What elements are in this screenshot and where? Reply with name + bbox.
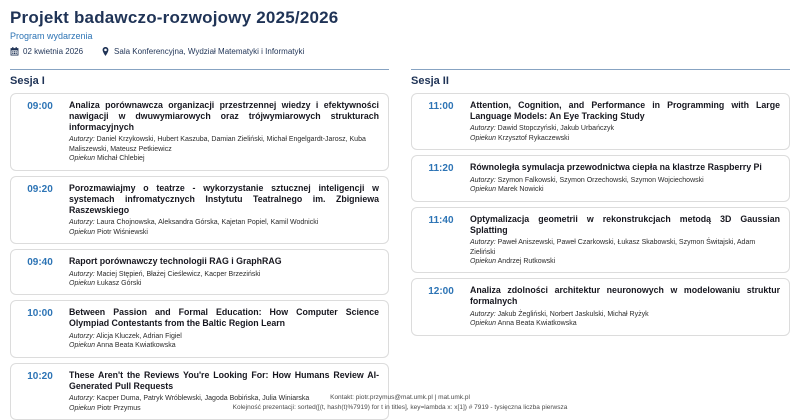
item-time: 10:20 xyxy=(27,370,53,382)
authors-names: Paweł Aniszewski, Paweł Czarkowski, Łukasz Skabowski, Szymon Świtajski, Adam Zieliński xyxy=(470,239,756,256)
item-title: Porozmawiajmy o teatrze - wykorzystanie sztucznej inteligencji w systemach infromatycznych Instytutu Teatralnego im. Zbigniewa Raszewskiego xyxy=(69,182,379,215)
item-supervisor xyxy=(470,134,780,143)
location-pin-icon xyxy=(101,47,110,56)
opiekun-name: Marek Nowicki xyxy=(498,186,544,194)
item-authors xyxy=(69,218,379,227)
opiekun-name: Andrzej Rutkowski xyxy=(497,258,556,266)
authors-names: Alicja Kluczek, Adrian Figiel xyxy=(96,332,182,340)
authors-label: Autorzy: xyxy=(69,270,95,278)
authors-label: Autorzy: xyxy=(69,395,95,403)
session-2-column xyxy=(411,69,790,420)
authors-label: Autorzy: xyxy=(470,125,496,133)
item-supervisor xyxy=(69,279,379,288)
agenda-item xyxy=(10,249,389,295)
authors-names: Daniel Krzykowski, Hubert Kaszuba, Damian Zieliński, Michał Engelgardt-Jarosz, Kuba Maliszewski, Mateusz Petkiewicz xyxy=(69,136,366,153)
authors-names: Laura Chojnowska, Aleksandra Górska, Kajetan Popiel, Kamil Wodnicki xyxy=(96,219,319,227)
item-time: 09:40 xyxy=(27,257,53,269)
item-title: Analiza zdolności architektur neuronowych w modelowaniu struktur formalnych xyxy=(470,285,780,307)
item-authors xyxy=(470,176,780,185)
item-time: 11:20 xyxy=(428,163,454,175)
authors-label: Autorzy: xyxy=(69,136,95,144)
agenda-item xyxy=(411,207,790,274)
opiekun-name: Anna Beata Kwiatkowska xyxy=(96,342,176,350)
item-authors xyxy=(470,124,780,133)
item-supervisor xyxy=(69,154,379,163)
session-2-title: Sesja II xyxy=(411,75,449,87)
item-title: Optymalizacja geometrii w rekonstrukcjach metodą 3D Gaussian Splatting xyxy=(470,213,780,235)
session-1-title: Sesja I xyxy=(10,75,45,87)
opiekun-label: Opiekun xyxy=(69,404,96,412)
calendar-icon xyxy=(10,47,19,56)
item-supervisor xyxy=(470,319,780,328)
session-2-rule xyxy=(411,69,790,70)
item-title: Analiza porównawcza organizacji przestrzennej wiedzy i efektywności nawigacji w dwuwymiarowych oraz trójwymiarowych strukturach informacyjnych xyxy=(69,100,379,132)
item-authors xyxy=(470,238,780,257)
item-title: These Aren't the Reviews You're Looking For: How Humans Review AI-Generated Pull Requests xyxy=(69,369,379,391)
opiekun-name: Anna Beata Kwiatkowska xyxy=(497,320,577,328)
opiekun-name: Krzysztof Rykaczewski xyxy=(498,134,570,142)
item-time: 12:00 xyxy=(428,286,454,298)
footer-order-note: Kolejność prezentacji: sorted([(t, hash(t)%7919) for t in titles], key=lambda x: x[1]) # 7919 - tysięczna liczba pierwsza xyxy=(232,403,568,411)
page-footer xyxy=(0,393,800,413)
authors-label: Autorzy: xyxy=(470,310,496,318)
sessions-columns xyxy=(10,69,790,420)
opiekun-name: Łukasz Górski xyxy=(97,280,142,288)
authors-names: Jakub Żegliński, Norbert Jaskulski, Michał Ryżyk xyxy=(497,310,649,318)
item-supervisor xyxy=(69,341,379,350)
agenda-item xyxy=(10,93,389,171)
item-time: 11:00 xyxy=(428,101,454,112)
event-date xyxy=(10,47,83,56)
item-title: Raport porównawczy technologii RAG i GraphRAG xyxy=(69,256,282,267)
page-title: Projekt badawczo-rozwojowy 2025/2026 xyxy=(10,8,339,27)
item-title: Równoległa symulacja przewodnictwa ciepła na klastrze Raspberry Pi xyxy=(470,162,762,173)
authors-label: Autorzy: xyxy=(470,239,496,247)
opiekun-label: Opiekun xyxy=(470,134,497,142)
opiekun-label: Opiekun xyxy=(69,228,96,236)
item-supervisor xyxy=(470,257,780,266)
opiekun-label: Opiekun xyxy=(69,155,96,163)
item-title: Between Passion and Formal Education: How Computer Science Olympiad Contestants from the Baltic Region Learn xyxy=(69,307,379,329)
item-time: 10:00 xyxy=(27,308,53,320)
event-date-text: 02 kwietnia 2026 xyxy=(23,47,84,56)
agenda-item xyxy=(411,93,790,150)
opiekun-label: Opiekun xyxy=(69,342,96,350)
opiekun-label: Opiekun xyxy=(470,320,497,328)
opiekun-label: Opiekun xyxy=(470,258,497,266)
opiekun-name: Piotr Wiśniewski xyxy=(97,228,148,236)
authors-names: Maciej Stępień, Błażej Cieślewicz, Kacper Brzeziński xyxy=(96,270,261,278)
opiekun-name: Piotr Przymus xyxy=(97,404,141,412)
item-title: Attention, Cognition, and Performance in Programming with Large Language Models: An Eye Tracking Study xyxy=(470,100,780,121)
authors-label: Autorzy: xyxy=(470,176,496,184)
agenda-item xyxy=(411,278,790,335)
event-location xyxy=(101,47,304,56)
authors-names: Szymon Falkowski, Szymon Orzechowski, Szymon Wojciechowski xyxy=(497,176,704,184)
footer-contact: Kontakt: piotr.przymus@mat.umk.pl | mat.umk.pl xyxy=(330,393,470,401)
session-1-rule xyxy=(10,69,389,70)
item-supervisor xyxy=(470,185,780,194)
agenda-item xyxy=(10,176,389,244)
item-authors xyxy=(69,135,379,154)
item-time: 09:20 xyxy=(27,183,53,195)
authors-names: Dawid Stopczyński, Jakub Urbańczyk xyxy=(497,125,614,133)
item-authors xyxy=(69,332,379,341)
item-authors xyxy=(69,270,379,279)
session-1-cards xyxy=(10,93,389,420)
item-time: 09:00 xyxy=(27,101,53,112)
session-2-cards xyxy=(411,93,790,336)
opiekun-label: Opiekun xyxy=(69,280,96,288)
session-1-column xyxy=(10,69,389,420)
event-location-text: Sala Konferencyjna, Wydział Matematyki i Informatyki xyxy=(114,47,305,56)
authors-label: Autorzy: xyxy=(69,219,95,227)
event-meta xyxy=(10,47,790,56)
agenda-item xyxy=(10,300,389,357)
page-subtitle: Program wydarzenia xyxy=(10,31,93,41)
authors-names: Kacper Duma, Patryk Wróblewski, Jagoda Bobińska, Julia Winiarska xyxy=(96,395,310,403)
item-supervisor xyxy=(69,228,379,237)
item-authors xyxy=(470,310,780,319)
agenda-item xyxy=(411,155,790,201)
item-time: 11:40 xyxy=(428,214,454,226)
authors-label: Autorzy: xyxy=(69,332,95,340)
opiekun-name: Michał Chlebiej xyxy=(97,155,145,163)
opiekun-label: Opiekun xyxy=(470,186,497,194)
